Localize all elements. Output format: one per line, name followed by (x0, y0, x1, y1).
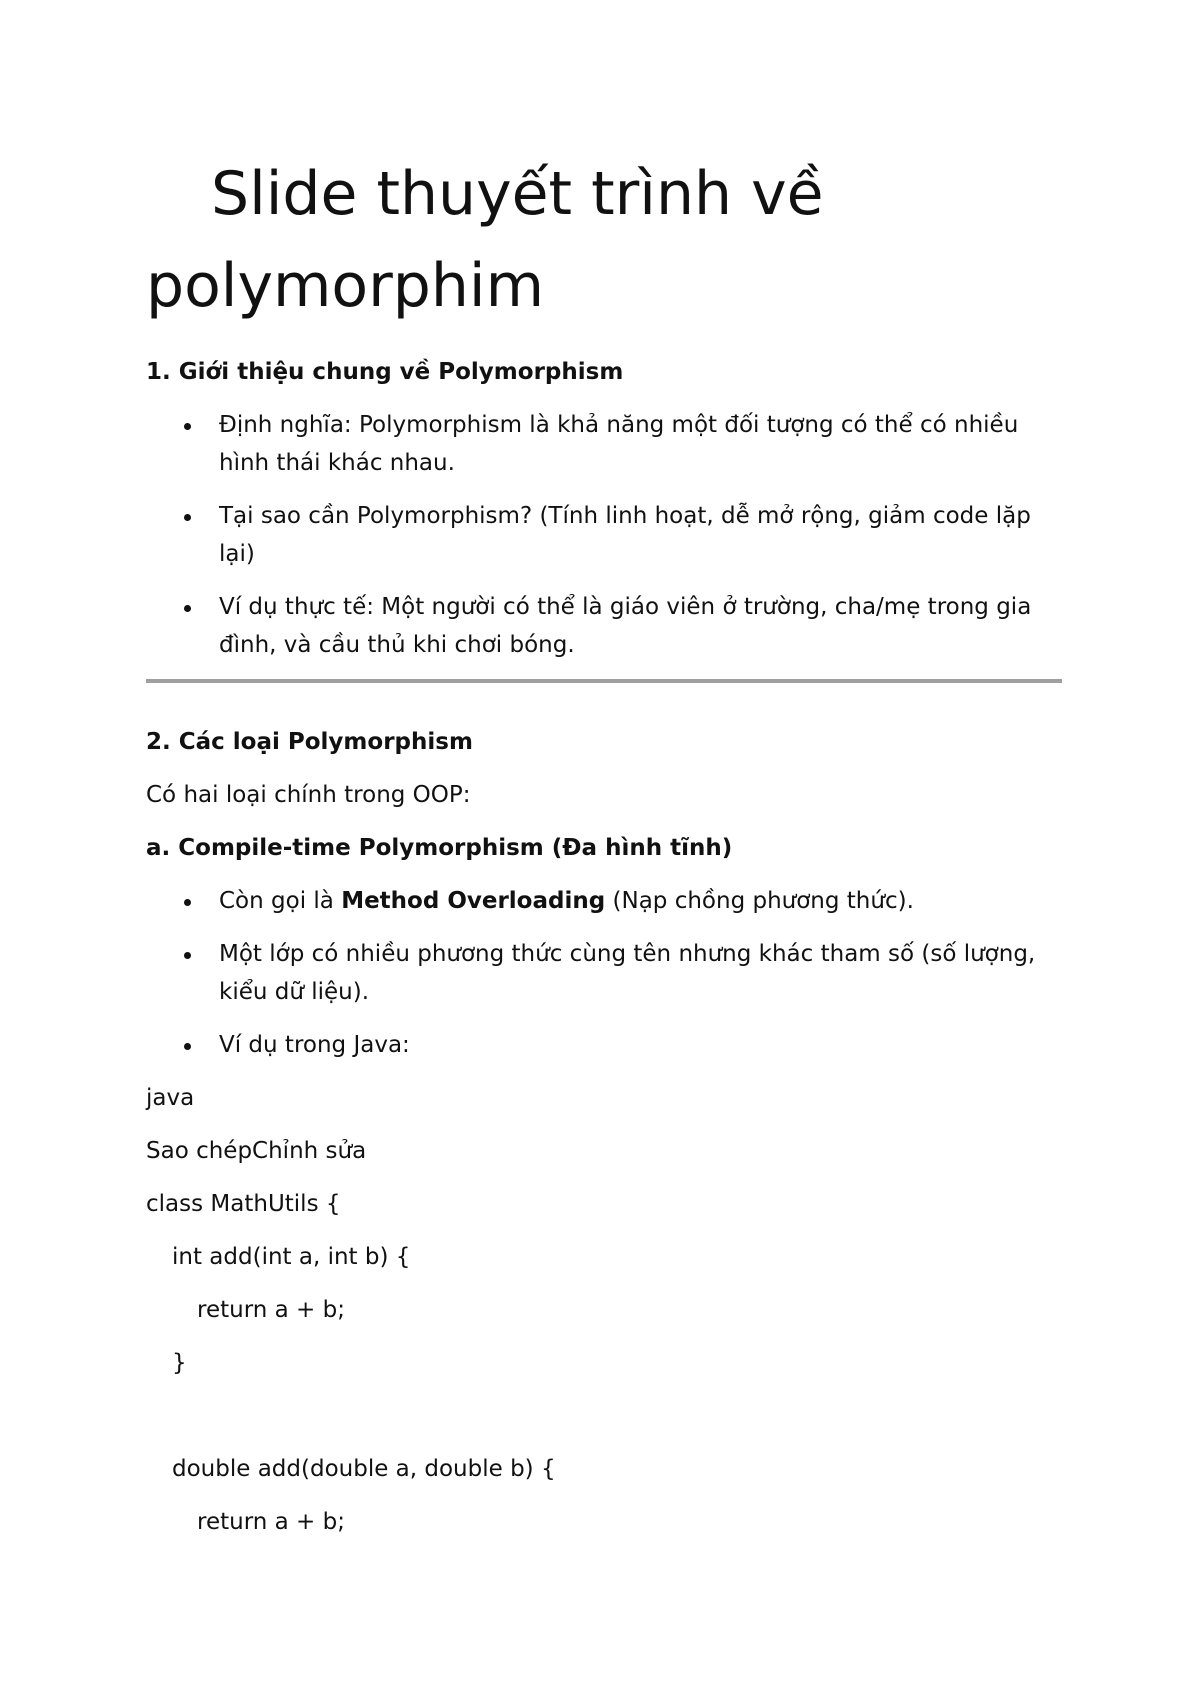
subsection-a-heading: a. Compile-time Polymorphism (Đa hình tĩnh) (146, 835, 733, 861)
list-item (146, 406, 1062, 482)
list-item-text-after: (Nạp chồng phương thức). (605, 888, 914, 914)
subsection-a-bullet-list (146, 882, 1062, 1064)
list-item-text-before: Còn gọi là (219, 888, 342, 914)
code-line: int add(int a, int b) { (172, 1244, 411, 1270)
list-item-text: Ví dụ thực tế: Một người có thể là giáo viên ở trường, cha/mẹ trong gia đình, và cầu thủ khi chơi bóng. (219, 594, 1032, 658)
code-line-blank (146, 1397, 1062, 1435)
section-2-heading: 2. Các loại Polymorphism (146, 729, 473, 755)
list-item-bold-term: Method Overloading (341, 888, 606, 914)
bullet-icon (184, 423, 191, 430)
section-1-heading: 1. Giới thiệu chung về Polymorphism (146, 359, 624, 385)
list-item-text: Tại sao cần Polymorphism? (Tính linh hoạt, dễ mở rộng, giảm code lặp lại) (219, 503, 1031, 567)
bullet-icon (184, 899, 191, 906)
list-item (146, 935, 1062, 1011)
code-toolbar-text: Sao chépChỉnh sửa (146, 1138, 367, 1164)
list-item-text: Ví dụ trong Java: (219, 1032, 410, 1058)
document-title: Slide thuyết trình về polymorphim (146, 159, 824, 321)
code-line: double add(double a, double b) { (172, 1456, 556, 1482)
bullet-icon (184, 605, 191, 612)
bullet-icon (184, 952, 191, 959)
document-body (146, 353, 1062, 1556)
list-item (146, 497, 1062, 573)
section-1-bullet-list (146, 406, 1062, 664)
list-item (146, 588, 1062, 664)
code-line: return a + b; (197, 1509, 345, 1535)
code-line: return a + b; (197, 1297, 345, 1323)
list-item-text: Một lớp có nhiều phương thức cùng tên nhưng khác tham số (số lượng, kiểu dữ liệu). (219, 941, 1036, 1005)
horizontal-divider (146, 679, 1062, 683)
code-line: } (172, 1350, 187, 1376)
bullet-icon (184, 514, 191, 521)
code-line: class MathUtils { (146, 1191, 341, 1217)
list-item-text: Định nghĩa: Polymorphism là khả năng một đối tượng có thể có nhiều hình thái khác nhau. (219, 412, 1019, 476)
bullet-icon (184, 1043, 191, 1050)
list-item (146, 882, 1062, 920)
list-item (146, 1026, 1062, 1064)
section-2-intro: Có hai loại chính trong OOP: (146, 782, 471, 808)
code-language-label: java (146, 1085, 195, 1111)
code-block (146, 1079, 1062, 1541)
